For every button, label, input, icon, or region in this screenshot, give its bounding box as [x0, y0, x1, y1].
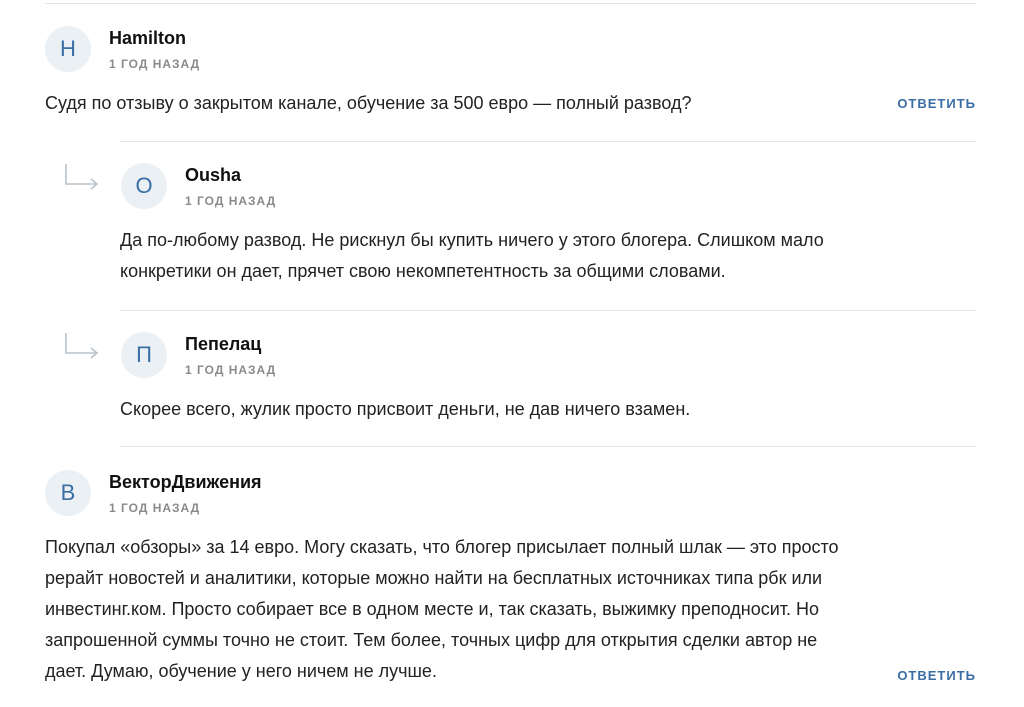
avatar[interactable]: H	[45, 26, 91, 72]
comment-divider	[120, 446, 976, 447]
comment-text: Судя по отзыву о закрытом канале, обучение за 500 евро — полный развод?	[45, 93, 692, 113]
comment-time: 1 ГОД НАЗАД	[109, 57, 201, 71]
reply-button[interactable]: ОТВЕТИТЬ	[897, 668, 976, 683]
comment-author[interactable]: Ousha	[185, 165, 242, 185]
comment-author[interactable]: Пепелац	[185, 334, 262, 354]
comment-divider	[120, 310, 976, 311]
avatar[interactable]: O	[121, 163, 167, 209]
reply-button[interactable]: ОТВЕТИТЬ	[897, 96, 976, 111]
comment-text: Да по-любому развод. Не рискнул бы купить ничего у этого блогера. Слишком мало конкретики он дает, прячет свою некомпетентность за общими словами.	[120, 230, 824, 281]
comment-time: 1 ГОД НАЗАД	[185, 363, 277, 377]
comment-text: Покупал «обзоры» за 14 евро. Могу сказать, что блогер присылает полный шлак — это просто рерайт новостей и аналитики, которые можно найти на бесплатных источниках типа рбк или инвестинг.ком. Просто собирает все в одном месте и, так сказать, выжимку преподносит. Но запрошенной суммы точно не стоит. Тем более, точных цифр для открытия сделки автор не дает. Думаю, обучение у него ничем не лучше.	[45, 537, 839, 681]
comment-author[interactable]: ВекторДвижения	[109, 472, 262, 492]
avatar[interactable]: П	[121, 332, 167, 378]
comment-time: 1 ГОД НАЗАД	[185, 194, 277, 208]
reply-arrow-icon	[62, 331, 102, 361]
comment-time: 1 ГОД НАЗАД	[109, 501, 201, 515]
avatar[interactable]: В	[45, 470, 91, 516]
top-divider	[45, 3, 976, 4]
comment-divider	[120, 141, 976, 142]
comment-text: Скорее всего, жулик просто присвоит деньги, не дав ничего взамен.	[120, 399, 691, 419]
comment-author[interactable]: Hamilton	[109, 28, 187, 48]
reply-arrow-icon	[62, 162, 102, 192]
